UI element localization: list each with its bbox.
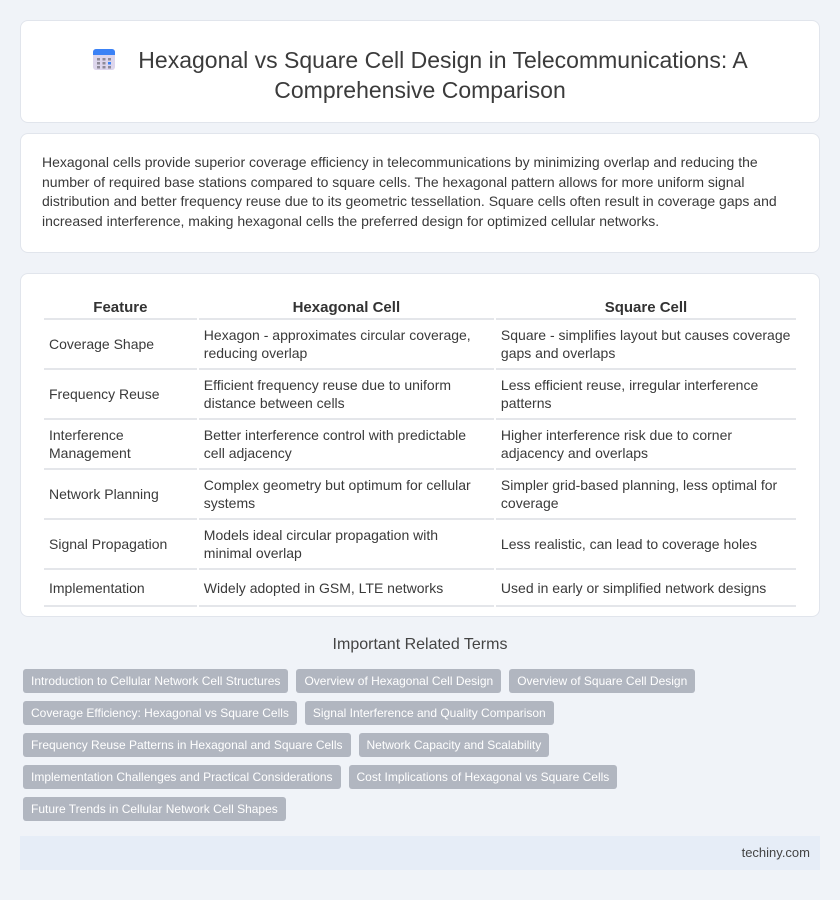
square-cell: Higher interference risk due to corner adjacency and overlaps xyxy=(496,420,796,470)
footer-site-name: techiny.com xyxy=(741,845,810,860)
related-term-tag[interactable]: Overview of Hexagonal Cell Design xyxy=(296,669,501,693)
column-header-square: Square Cell xyxy=(496,294,796,320)
hexagonal-cell: Hexagon - approximates circular coverage, reducing overlap xyxy=(199,320,494,370)
square-cell: Square - simplifies layout but causes coverage gaps and overlaps xyxy=(496,320,796,370)
hexagonal-cell: Better interference control with predictable cell adjacency xyxy=(199,420,494,470)
feature-cell: Implementation xyxy=(44,570,197,607)
feature-cell: Frequency Reuse xyxy=(44,370,197,420)
header-card xyxy=(20,20,820,123)
related-term-tag[interactable]: Signal Interference and Quality Comparison xyxy=(305,701,554,725)
table-row xyxy=(44,320,796,370)
hexagonal-cell: Complex geometry but optimum for cellular systems xyxy=(199,470,494,520)
hexagonal-cell: Efficient frequency reuse due to uniform distance between cells xyxy=(199,370,494,420)
feature-cell: Network Planning xyxy=(44,470,197,520)
related-term-tag[interactable]: Cost Implications of Hexagonal vs Square Cells xyxy=(349,765,618,789)
feature-cell: Coverage Shape xyxy=(44,320,197,370)
square-cell: Less realistic, can lead to coverage holes xyxy=(496,520,796,570)
feature-cell: Interference Management xyxy=(44,420,197,470)
related-term-tag[interactable]: Introduction to Cellular Network Cell Structures xyxy=(23,669,288,693)
page-title-block xyxy=(21,45,819,105)
table-row xyxy=(44,520,796,570)
column-header-hexagonal: Hexagonal Cell xyxy=(199,294,494,320)
table-row xyxy=(44,570,796,607)
hexagonal-cell: Widely adopted in GSM, LTE networks xyxy=(199,570,494,607)
related-term-tag[interactable]: Overview of Square Cell Design xyxy=(509,669,695,693)
related-term-tag[interactable]: Coverage Efficiency: Hexagonal vs Square Cells xyxy=(23,701,297,725)
summary-text: Hexagonal cells provide superior coverage efficiency in telecommunications by minimizing overlap and reducing the number of required base stations compared to square cells. The hexagonal pattern allows for more uniform signal distribution and better frequency reuse due to its geometric tessellation. Square cells often result in coverage gaps and increased interference, making hexagonal cells the preferred design for optimized cellular networks. xyxy=(42,154,777,229)
footer xyxy=(20,836,820,870)
page-title: Hexagonal vs Square Cell Design in Telecommunications: A Comprehensive Comparison xyxy=(138,47,748,103)
table-row xyxy=(44,470,796,520)
square-cell: Less efficient reuse, irregular interference patterns xyxy=(496,370,796,420)
related-term-tag[interactable]: Implementation Challenges and Practical Considerations xyxy=(23,765,341,789)
comparison-table-card xyxy=(20,273,820,617)
summary-card xyxy=(20,133,820,253)
related-terms-list xyxy=(23,669,813,821)
square-cell: Used in early or simplified network designs xyxy=(496,570,796,607)
table-row xyxy=(44,370,796,420)
related-term-tag[interactable]: Future Trends in Cellular Network Cell Shapes xyxy=(23,797,286,821)
table-header-row xyxy=(44,294,796,320)
related-terms-heading: Important Related Terms xyxy=(332,636,508,653)
related-term-tag[interactable]: Network Capacity and Scalability xyxy=(359,733,550,757)
comparison-table xyxy=(42,294,798,607)
feature-cell: Signal Propagation xyxy=(44,520,197,570)
table-row xyxy=(44,420,796,470)
square-cell: Simpler grid-based planning, less optimal for coverage xyxy=(496,470,796,520)
hexagonal-cell: Models ideal circular propagation with minimal overlap xyxy=(199,520,494,570)
column-header-feature: Feature xyxy=(44,294,197,320)
related-term-tag[interactable]: Frequency Reuse Patterns in Hexagonal and Square Cells xyxy=(23,733,351,757)
calendar-icon xyxy=(92,47,116,71)
